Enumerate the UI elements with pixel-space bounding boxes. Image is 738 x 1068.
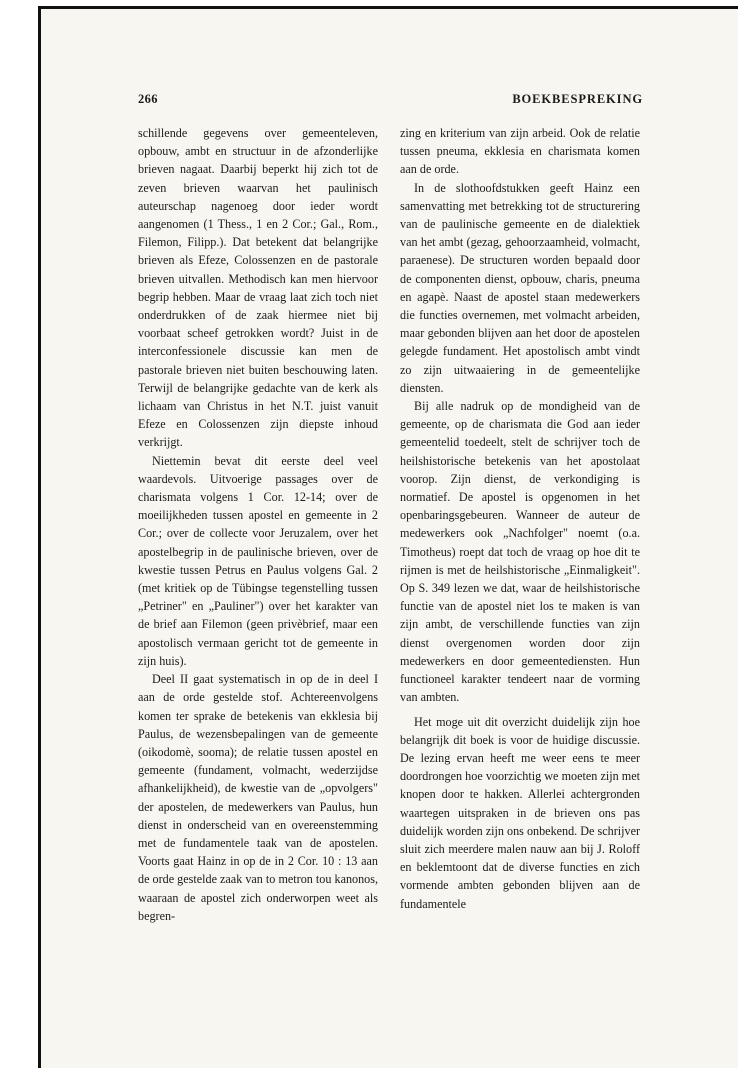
- paragraph: zing en kriterium van zijn arbeid. Ook de relatie tussen pneuma, ekklesia en charismata komen aan de orde.: [400, 126, 640, 177]
- book-page: [138, 92, 643, 1022]
- paragraph: Bij alle nadruk op de mondigheid van de gemeente, op de charismata die God aan ieder gemeentelid toedeelt, stelt de schrijver toch de heilshistorische betekenis van het apostolaat voorop. Zijn dienst, de verkondiging is normatief. De apostel is opgenomen in het openbaringsgebeuren. Wanneer de auteur de medewerkers ook „Nachfolger" noemt (o.a. Timotheus) roept dat toch de vraag op hoe dit te rijmen is met de heilshistorische „Einmaligkeit". Op S. 349 lezen we dat, waar de heilshistorische functie van de apostel niet los te maken is van zijn ambt, de verschillende functies van zijn dienst overgenomen worden door zijn medewerkers en door gemeentediensten. Hun functioneel karakter tendeert naar de vorming van ambten.: [400, 399, 640, 705]
- paragraph: Deel II gaat systematisch in op de in deel I aan de orde gestelde stof. Achtereenvolgens komen ter sprake de betekenis van ekklesia bij Paulus, de wezensbepalingen van de gemeente (oikodomè, sooma); de relatie tussen apostel en gemeente (fundament, volmacht, wederzijdse afhankelijkheid), de kwestie van de „opvolgers" der apostelen, de medewerkers van Paulus, hun dienst in onderscheid van en overeenstemming met de fundamentele taak van de apostelen. Voorts gaat Hainz in op de in 2 Cor. 10 : 13 aan de orde gestelde zaak van to metron tou kanonos, waaraan de apostel zich onderworpen weet als begren-: [138, 672, 378, 923]
- paragraph: In de slothoofdstukken geeft Hainz een samenvatting met betrekking tot de structurering van de paulinische gemeente en de dialektiek van het ambt (gezag, gehoorzaamheid, volmacht, paraenese). De structuren worden bepaald door de componenten dienst, opbouw, charis, pneuma en agapè. Naast de apostel staan medewerkers die functies overnemen, met volmacht arbeiden, maar gebonden blijven aan het door de apostelen gelegde fundament. Het apostolisch ambt vindt zo zijn uitwaaiering in de gemeentelijke diensten.: [400, 180, 640, 395]
- right-column: [400, 124, 640, 913]
- page-number: 266: [138, 92, 158, 106]
- paragraph: Niettemin bevat dit eerste deel veel waardevols. Uitvoerige passages over de charismata volgens 1 Cor. 12-14; over de moeilijkheden tussen apostel en gemeente in 2 Cor.; over de collecte voor Jeruzalem, over het apostelbegrip in de paulinische brieven, over de kwestie tussen Petrus en Paulus volgens Gal. 2 (met kritiek op de Tübingse tegenstelling tussen „Petriner" en „Pauliner") over het karakter van de brief aan Filemon (geen privèbrief, maar een apostolisch vermaan gericht tot de gemeente in zijn huis).: [138, 453, 378, 668]
- running-head: [138, 92, 643, 112]
- section-title: BOEKBESPREKING: [512, 92, 643, 106]
- paragraph: schillende gegevens over gemeenteleven, opbouw, ambt en structuur in de afzonderlijke brieven nagaat. Daarbij beperkt hij zich tot de zeven brieven waarvan het paulinisch auteurschap nagenoeg door ieder wordt aangenomen (1 Thess., 1 en 2 Cor.; Gal., Rom., Filemon, Filipp.). Dat betekent dat belangrijke brieven als Efeze, Colossenzen en de pastorale brieven uitvallen. Methodisch kan men hiervoor begrip hebben. Maar de vraag laat zich toch niet onderdrukken of de zaak hiermee niet bij voorbaat scheef getrokken wordt? Juist in de interconfessionele discussie kan men de pastorale brieven niet buiten beschouwing laten. Terwijl de belangrijke gedachte van de kerk als lichaam van Christus in het N.T. juist vanuit Efeze en Colossenzen zijn diepste inhoud verkrijgt.: [138, 126, 378, 450]
- left-column: [138, 124, 378, 925]
- paragraph: Het moge uit dit overzicht duidelijk zijn hoe belangrijk dit boek is voor de huidige discussie. De lezing ervan heeft me weer eens te meer doordrongen hoe voorzichtig we moeten zijn met knopen door te hakken. Allerlei achtergronden waartegen uitspraken in de brieven ons pas duidelijk worden zijn ons onbekend. De schrijver sluit zich meerdere malen nauw aan bij J. Roloff en beklemtoont dat de diverse functies en zich vormende ambten gebonden blijven aan de fundamentele: [400, 714, 640, 911]
